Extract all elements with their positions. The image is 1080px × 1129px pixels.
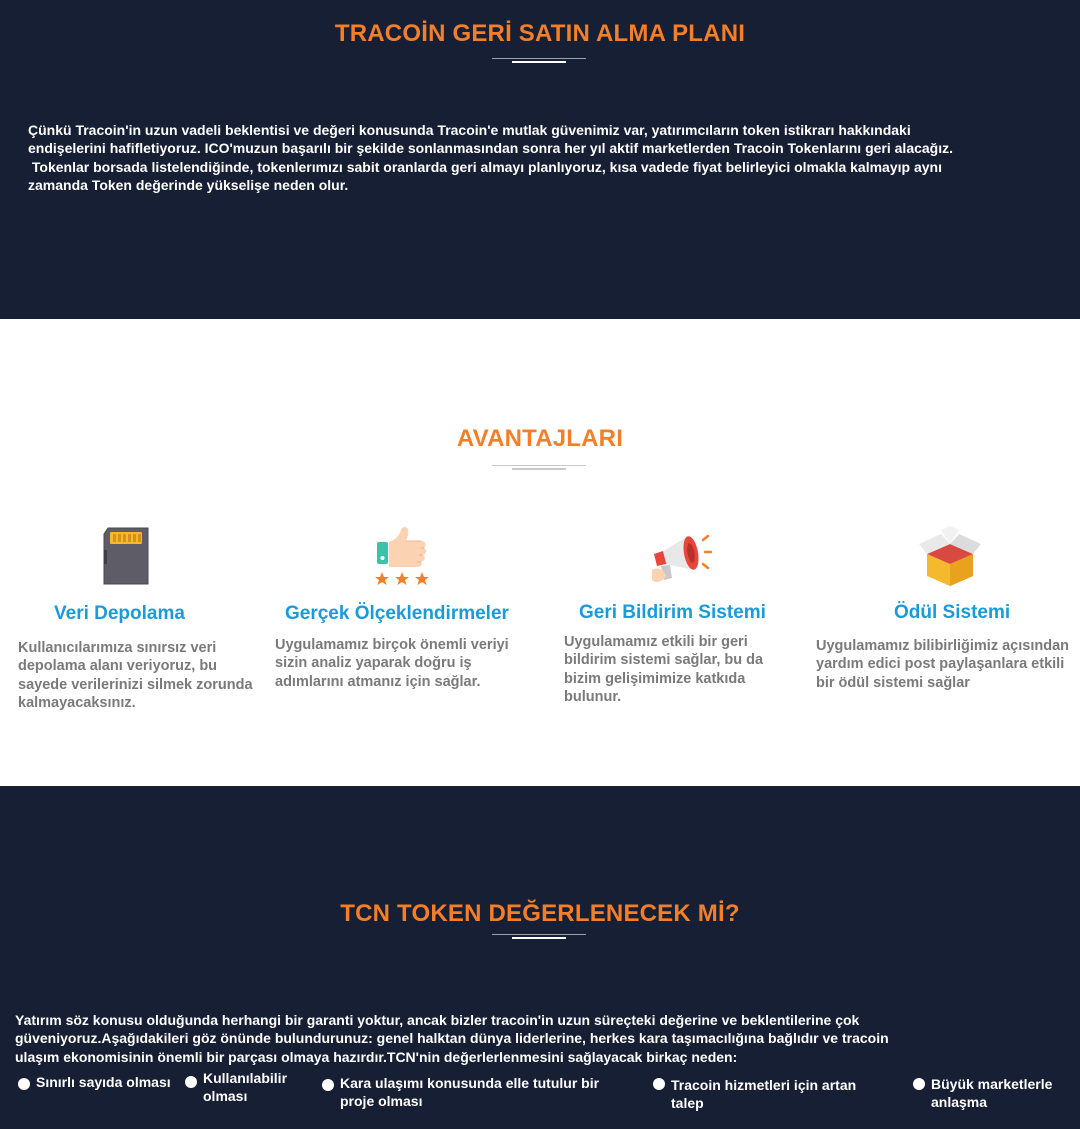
feature-description [275,636,535,691]
bullet-dot-icon [18,1078,30,1090]
bullet-dot-icon [913,1078,925,1090]
feature-title: Veri Depolama [54,603,185,624]
feature-title: Geri Bildirim Sistemi [579,602,766,623]
buyback-title: TRACOİN GERİ SATIN ALMA PLANI [334,20,746,47]
buyback-description [28,121,1068,194]
feature-description-line: bir ödül sistemi sağlar [816,674,970,691]
feature-description-line: Uygulamamız bilibirliğimiz açısından [816,638,1069,654]
token-value-title-divider [492,934,586,940]
buyback-line: zamanda Token değerinde yükselişe neden olur. [28,176,349,193]
feature-description-line: Kullanıcılarımıza sınırsız veri [18,640,217,656]
thumbs-up-stars-icon [371,524,435,590]
feature-description-line: bizim gelişimimize katkıda [564,670,746,687]
list-item-text: Tracoin hizmetleri için artan talep [671,1077,857,1111]
feature-title: Ödül Sistemi [894,602,1011,623]
feature-description-line: yardım edici post paylaşanlara etkili [816,656,1065,673]
reasons-list [0,1070,1080,1121]
token-value-line: güveniyoruz.Aşağıdakileri göz önünde bulundurunuz: genel halktan dünya liderlerine, herkes kara taşımacılığına bağlıdır ve tracoin [15,1030,889,1047]
feature-description-line: depolama alanı veriyoruz, bu [18,658,218,675]
feature-description-line: Uygulamamız etkili bir geri [564,634,748,650]
advantages-section [0,319,1080,786]
list-item-text: Kara ulaşımı konusunda elle tutulur bir proje olması [340,1075,600,1109]
feature-description-line: bildirim sistemi sağlar, bu da [564,652,764,669]
megaphone-icon [648,526,712,590]
token-value-description [15,1011,1065,1066]
buyback-line: Çünkü Tracoin'in uzun vadeli beklentisi ve değeri konusunda Tracoin'e mutlak güvenimiz var, yatırımcıların token istikrarı hakkındaki [28,122,911,138]
advantages-title-divider [492,465,586,471]
memory-card-icon [98,524,162,588]
list-item-text: Kullanılabilir olması [203,1070,288,1104]
feature-description-line: sizin analiz yaparak doğru iş [275,655,472,672]
feature-description [18,639,278,712]
feature-title: Gerçek Ölçeklendirmeler [285,603,509,624]
token-value-line: Yatırım söz konusu olduğunda herhangi bir garanti yoktur, ancak bizler tracoin'in uzun süreçteki değerine ve beklentilerine çok [15,1012,860,1028]
buyback-section [0,0,1080,319]
bullet-dot-icon [322,1079,334,1091]
feature-description-line: adımlarını atmanız için sağlar. [275,673,481,690]
feature-description [564,633,804,706]
feature-description-line: Uygulamamız birçok önemli veriyi [275,637,509,653]
buyback-line: Tokenlar borsada listelendiğinde, tokenlerımızı sabit oranlarda geri almayı planlıyoruz, kısa vadede fiyat belirleyici olmakla kalmayıp aynı [28,158,942,175]
buyback-line: endişelerini hafifletiyoruz. ICO'muzun başarılı bir şekilde sonlanmasından sonra her yıl aktif marketlerden Tracoin Tokenlarını geri alacağız. [28,140,954,157]
bullet-dot-icon [185,1076,197,1088]
advantages-title: AVANTAJLARI [456,425,624,452]
bullet-dot-icon [653,1078,665,1090]
feature-description [816,637,1078,692]
buyback-title-divider [492,58,586,64]
token-value-line: ulaşım ekonomisinin önemli bir parçası olmaya hazırdır.TCN'nin değerlerlenmesini sağlayacak birkaç neden: [15,1048,738,1065]
token-value-title: TCN TOKEN DEĞERLENECEK Mİ? [340,900,740,927]
list-item-text: Büyük marketlerle anlaşma [931,1076,1053,1110]
feature-description-line: bulunur. [564,688,622,705]
token-value-section [0,786,1080,1129]
gift-box-icon [919,524,981,588]
feature-description-line: sayede verilerinizi silmek zorunda [18,676,253,693]
list-item-text: Sınırlı sayıda olması [36,1074,171,1090]
feature-description-line: kalmayacaksınız. [18,694,136,711]
